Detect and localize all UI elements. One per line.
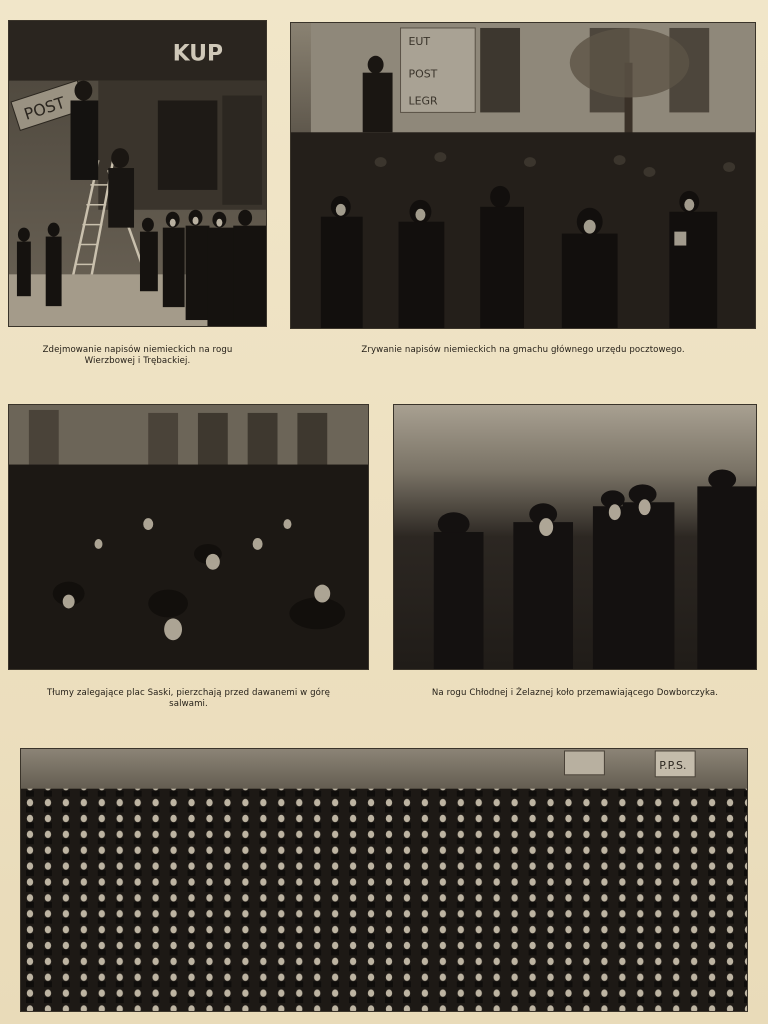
photo-large-crowd [20, 748, 748, 1012]
photo-1-image [9, 21, 266, 326]
caption-photo-1 [8, 345, 267, 367]
photo-3-image [9, 405, 368, 669]
caption-photo-3 [8, 688, 369, 710]
shop-sign-lettering: KUP [172, 41, 223, 67]
caption-photo-2-line-1: Zrywanie napisów niemieckich na gmachu głównego urzędu pocztowego. [361, 345, 685, 355]
photo-4-image [394, 405, 756, 669]
caption-photo-3-line-2: salwami. [169, 699, 208, 709]
caption-photo-1-line-2: Wierzbowej i Trębackiej. [84, 356, 191, 366]
caption-photo-4-line-1: Na rogu Chłodnej i Żelaznej koło przemawiającego Dowborczyka. [431, 688, 719, 698]
caption-photo-2 [290, 345, 756, 356]
photo-5-image [21, 749, 747, 1011]
pps-sign: P.P.S. [659, 758, 687, 772]
caption-photo-4 [393, 688, 757, 699]
photo-chlodna-zelazna-crowd [393, 404, 757, 670]
post-sign-line-3: LEGR [408, 94, 438, 108]
photo-removing-german-signs [8, 20, 267, 327]
sign-board-number: POST [21, 92, 68, 124]
photo-2-image [291, 23, 755, 328]
photo-saski-square-crowd [8, 404, 369, 670]
post-sign-line-1: EUT [408, 34, 431, 48]
post-sign-line-2: POST [408, 67, 438, 81]
caption-photo-1-line-1: Zdejmowanie napisów niemieckich na rogu [42, 345, 233, 355]
photo-post-office-signs [290, 22, 756, 329]
caption-photo-3-line-1: Tłumy zalegające plac Saski, pierzchają przed dawanemi w górę [46, 688, 331, 698]
